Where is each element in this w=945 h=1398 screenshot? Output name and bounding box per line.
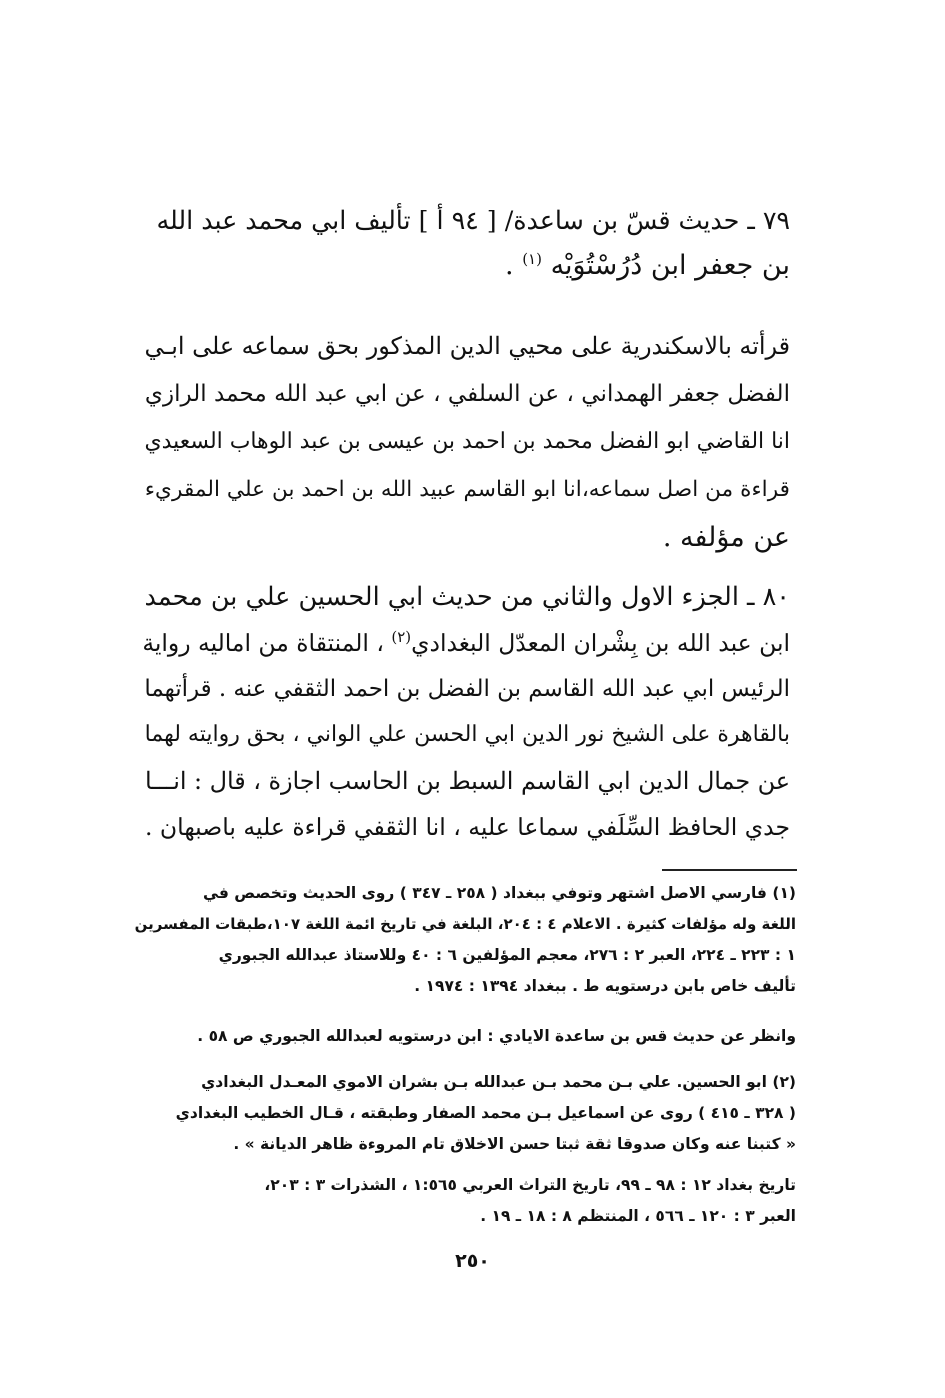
entry-80-line-3: الرئيس ابي عبد الله القاسم بن الفضل بن احمد الثقفي عنه . قرأتهما xyxy=(144,676,790,702)
footnote-line: (١) فارسي الاصل اشتهر وتوفي ببغداد ( ٢٥٨ ـ ٣٤٧ ) روى الحديث وتخصص في xyxy=(203,884,796,902)
entry-79-line-1: ٧٩ ـ حديث قسّ بن ساعدة/ [ ٩٤ أ ] تأليف ابي محمد عبد الله xyxy=(156,206,790,235)
footnote-line: اللغة وله مؤلفات كثيرة . الاعلام ٤ : ٢٠٤، البلغة في تاريخ ائمة اللغة ١٠٧،طبقات المفسرين xyxy=(134,915,796,933)
paragraph-line: قرأته بالاسكندرية على محيي الدين المذكور بحق سماعه على ابـي xyxy=(144,332,790,360)
paragraph-line: الفضل جعفر الهمداني ، عن السلفي ، عن ابي عبد الله محمد الرازي xyxy=(144,381,790,407)
entry-79-line-2-text: بن جعفر ابن دُرُسْتُوَيْه xyxy=(550,250,790,281)
footnote-2-sources xyxy=(128,1170,796,1232)
footnote-separator xyxy=(662,869,797,871)
footnote-line: ١ : ٢٢٣ ـ ٢٢٤، العبر ٢ : ٢٧٦، معجم المؤلفين ٦ : ٤٠ وللاستاذ عبدالله الجبوري xyxy=(218,946,796,964)
footnote-line: وانظر عن حديث قس بن ساعدة الايادي : ابن درستويه لعبدالله الجبوري ص ٥٨ . xyxy=(197,1027,796,1045)
footnote-2 xyxy=(128,1067,796,1160)
entry-80-line-2-text: ابن عبد الله بن بِشْران المعدّل البغدادي xyxy=(411,629,790,657)
footnote-line: العبر ٣ : ١٢٠ ـ ٥٦٦ ، المنتظم ٨ : ١٨ ـ ١٩ . xyxy=(480,1207,796,1225)
entry-79 xyxy=(150,198,790,288)
entry-80-line-1: ٨٠ ـ الجزء الاول والثاني من حديث ابي الحسين علي بن محمد xyxy=(144,582,790,612)
entry-79-body-paragraph xyxy=(138,322,790,562)
page-number: ٢٥٠ xyxy=(455,1250,490,1272)
entry-80-line-2 xyxy=(138,620,790,666)
paragraph-line: قراءة من اصل سماعه،انا ابو القاسم عبيد الله بن احمد بن علي المقريء xyxy=(144,477,790,502)
footnote-ref-1: (١) xyxy=(522,250,542,268)
footnote-line: « كتبنا عنه وكان صدوقا ثقة ثبتا حسن الاخلاق تام المروءة ظاهر الديانة » . xyxy=(233,1135,796,1153)
entry-80-line-6: جدي الحافظ السِّلَفي سماعا عليه ، انا الثقفي قراءة عليه باصبهان . xyxy=(144,813,790,841)
footnote-line: تاريخ بغداد ١٢ : ٩٨ ـ ٩٩، تاريخ التراث العربي ١:٥٦٥ ، الشذرات ٣ : ٢٠٣، xyxy=(264,1176,796,1194)
entry-80 xyxy=(138,574,790,850)
entry-79-line-2-end: . xyxy=(505,250,523,281)
entry-79-line-2 xyxy=(150,243,790,288)
footnote-ref-2: (٢) xyxy=(391,628,412,647)
footnote-line: تأليف خاص بابن درستويه ط . ببغداد ١٣٩٤ : ١٩٧٤ . xyxy=(414,977,796,995)
paragraph-line: انا القاضي ابو الفضل محمد بن احمد بن عيسى بن عبد الوهاب السعيدي xyxy=(144,429,790,454)
footnote-line: ( ٣٢٨ ـ ٤١٥ ) روى عن اسماعيل بـن محمد الصفار وطبقته ، قـال الخطيب البغدادي xyxy=(175,1104,796,1122)
entry-80-line-5: عن جمال الدين ابي القاسم السبط بن الحاسب اجازة ، قال : انـــا xyxy=(145,767,790,795)
entry-80-line-4: بالقاهرة على الشيخ نور الدين ابي الحسن علي الواني ، بحق روايته لهما xyxy=(144,722,790,747)
entry-80-line-2-end: ، المنتقاة من اماليه رواية xyxy=(142,629,392,657)
paragraph-line: عن مؤلفه . xyxy=(662,522,790,553)
footnote-1 xyxy=(128,878,796,1002)
footnote-line: (٢) ابو الحسين. علي بـن محمد بـن عبدالله بـن بشران الاموي المعـدل البغدادي xyxy=(201,1073,796,1091)
footnote-1-see-also xyxy=(128,1021,796,1052)
